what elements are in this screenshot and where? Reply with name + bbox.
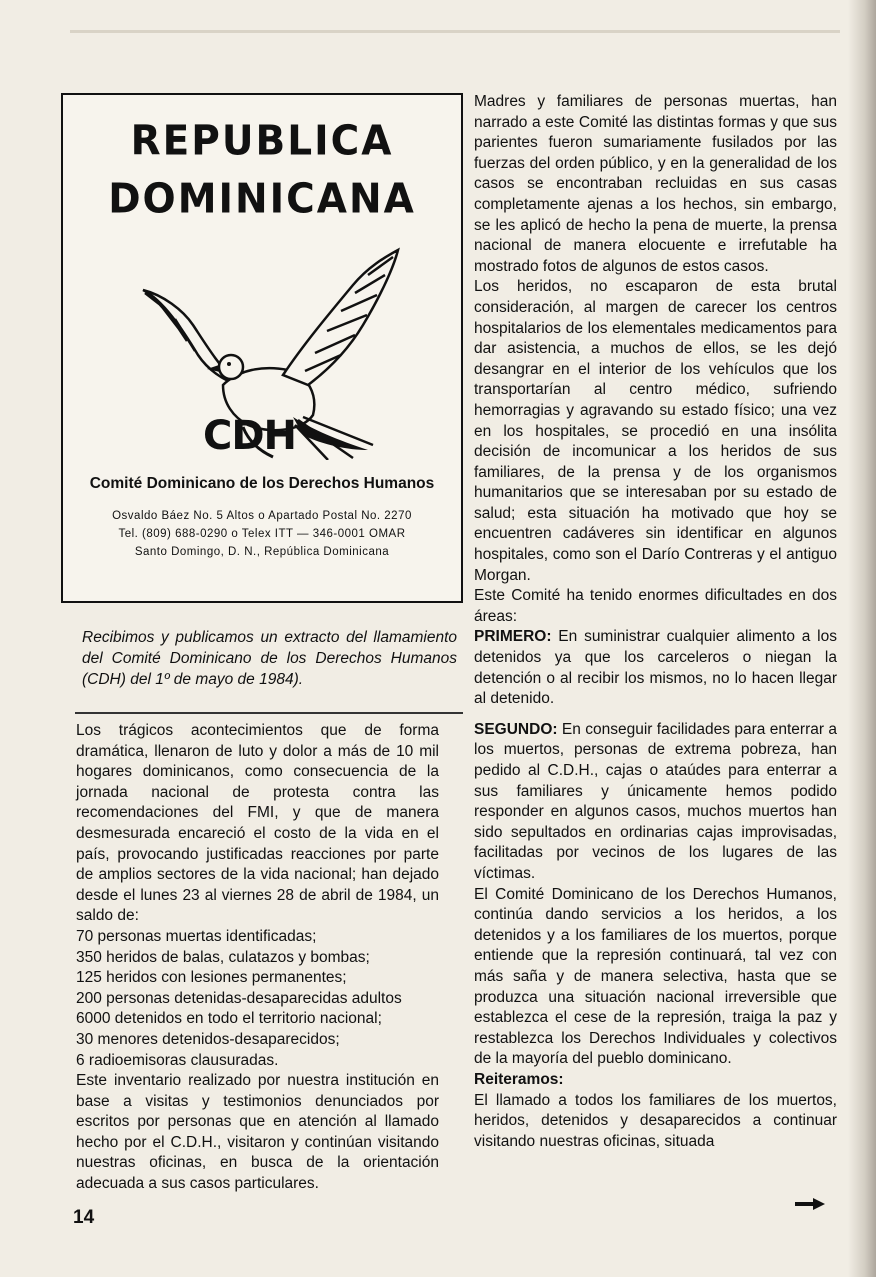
list-item: 6000 detenidos en todo el territorio nacional; xyxy=(76,1010,382,1028)
list-item: 6 radioemisoras clausuradas. xyxy=(76,1051,279,1069)
right-column xyxy=(474,92,837,1152)
primero-paragraph xyxy=(474,627,837,709)
intro-note: Recibimos y publicamos un extracto del llamamiento del Comité Dominicano de los Derechos Humanos (CDH) del 1º de mayo de 1984). xyxy=(82,629,457,688)
city-line: Santo Domingo, D. N., República Dominicana xyxy=(134,546,390,558)
primero-label: PRIMERO: xyxy=(474,628,552,646)
top-rule xyxy=(70,30,840,33)
left-column xyxy=(76,721,439,1195)
segundo-paragraph xyxy=(474,720,837,885)
org-name: Comité Dominicano de los Derechos Humanos xyxy=(89,475,435,492)
cdh-logo: CDH xyxy=(203,413,297,459)
list-item: 30 menores detenidos-desaparecidos; xyxy=(76,1030,340,1048)
paragraph: El llamado a todos los familiares de los muertos, heridos, detenidos y desaparecidos a continuar visitando nuestras oficinas, situada xyxy=(474,1091,837,1150)
page-edge-shadow xyxy=(848,0,876,1277)
list-item: 70 personas muertas identificadas; xyxy=(76,927,317,945)
list-item: 350 heridos de balas, culatazos y bombas; xyxy=(76,948,370,966)
paragraph: Este inventario realizado por nuestra institución en base a visitas y testimonios denunciados por escritos por personas que en atención al llamado hecho por el C.D.H., visitaron y continúan visitando nuestras oficinas, en busca de la orientación adecuada a sus casos particulares. xyxy=(76,1072,439,1193)
paragraph: Madres y familiares de personas muertas, han narrado a este Comité las distintas formas y que sus parientes fueron sumariamente fusilados por las fuerzas del orden público, y en la generalidad de los casos se encontraban recluidas en sus casas completamente ajenas a los hechos, sin embargo, se les aplicó de hecho la pena de muerte, la prensa nacional de manera elocuente e irrefutable ha mostrado fotos de algunos de estos casos. xyxy=(474,93,837,275)
segundo-label: SEGUNDO: xyxy=(474,720,558,738)
paragraph: Este Comité ha tenido enormes dificultades en dos áreas: xyxy=(474,587,837,625)
divider xyxy=(75,712,463,714)
cdh-info-box xyxy=(61,93,463,603)
list-item: 125 heridos con lesiones permanentes; xyxy=(76,969,347,987)
box-title-line1: REPUBLICA xyxy=(130,117,394,166)
paragraph: Los trágicos acontecimientos que de forma dramática, llenaron de luto y dolor a más de 10 mil hogares dominicanos, como consecuencia de la jornada nacional de protesta contra las recomendaciones del FMI, y que de manera desmesurada encareció el costo de la vida en el país, provocando justificadas reacciones por parte de amplios sectores de la vida nacional; han dejado desde el lunes 23 al viernes 28 de abril de 1984, un saldo de: xyxy=(76,722,439,925)
box-title-line2: DOMINICANA xyxy=(108,175,416,224)
page-number: 14 xyxy=(73,1207,95,1228)
primero-text: En suministrar cualquier alimento a los detenidos ya que los carceleros o niegan la detención o al recibir los mismos, no lo hacen llegar al detenido. xyxy=(474,628,837,708)
list-item: 200 personas detenidas-desaparecidas adultos xyxy=(76,989,402,1007)
phone-telex-line: Tel. (809) 688-0290 o Telex ITT — 346-0001 OMAR xyxy=(118,528,406,540)
paragraph: Los heridos, no escaparon de esta brutal consideración, al margen de carecer los centros hospitalarios de los elementales medicamentos para dar asistencia, a muchos de ellos, se les dejó desangrar en el interior de los vehículos que los transportarían al centro médico, sufriendo hemorragias y agravando su estado físico; una vez en los hospitales, se procedió en una insólita decisión de incomunicar a los heridos de sus familiares, de la prensa y de los organismos humanitarios que se interesaban por su estado de salud; esta situación ha motivado que hoy se encuentren cadáveres sin identificar en algunos hospitales, como son el Darío Contreras y el antiguo Morgan. xyxy=(474,278,837,584)
paragraph: El Comité Dominicano de los Derechos Humanos, continúa dando servicios a los heridos, a los detenidos y a los familiares de los muertos, porque entiende que la represión continuará, tal vez con más saña y de manera selectiva, hasta que se produzca una situación nacional irreversible que establezca el cese de la represión, traiga la paz y restablezca los Derechos Individuales y colectivos de la mayoría del pueblo dominicano. xyxy=(474,885,837,1068)
reiteramos-label: Reiteramos: xyxy=(474,1070,564,1088)
address-line: Osvaldo Báez No. 5 Altos o Apartado Postal No. 2270 xyxy=(112,510,412,522)
segundo-text: En conseguir facilidades para enterrar a los muertos, personas de extrema pobreza, han pedido al C.D.H., cajas o ataúdes para enterrar a sus familiares y únicamente hemos podido responder en algunos casos, muchos muertos han sido sepultados en ordinarias cajas improvisadas, facilitadas por vecinos de los lugares de las víctimas. xyxy=(474,720,837,882)
right-arrow-icon xyxy=(795,1198,825,1210)
